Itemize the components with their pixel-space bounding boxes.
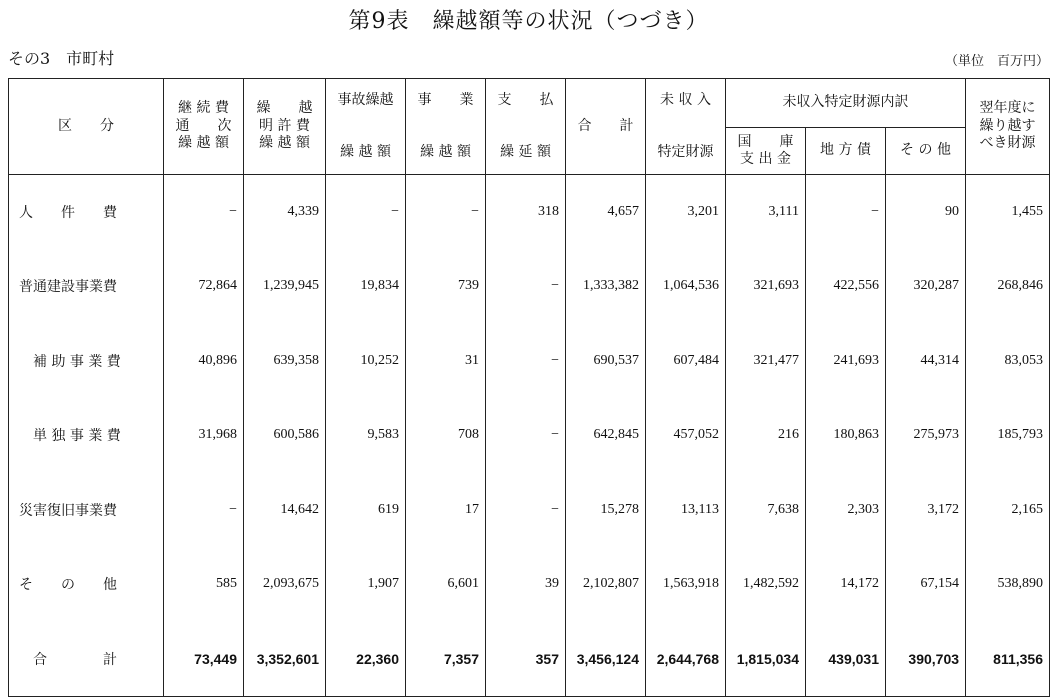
table-cell: 690,537 xyxy=(566,324,646,399)
table-cell: 22,360 xyxy=(326,622,406,697)
header-uchiwake: 未収入特定財源内訳 xyxy=(726,79,966,128)
table-cell: 811,356 xyxy=(966,622,1050,697)
table-cell: − xyxy=(406,175,486,250)
table-cell: 4,339 xyxy=(244,175,326,250)
table-cell: 642,845 xyxy=(566,398,646,473)
table-cell: − xyxy=(164,473,244,548)
table-cell: − xyxy=(164,175,244,250)
table-cell: 3,111 xyxy=(726,175,806,250)
table-cell: 1,333,382 xyxy=(566,249,646,324)
table-cell: 83,053 xyxy=(966,324,1050,399)
table-cell: 619 xyxy=(326,473,406,548)
table-cell: 73,449 xyxy=(164,622,244,697)
table-cell: 600,586 xyxy=(244,398,326,473)
table-cell: 739 xyxy=(406,249,486,324)
table-cell: 1,482,592 xyxy=(726,547,806,622)
table-cell: 275,973 xyxy=(886,398,966,473)
table-cell: 1,455 xyxy=(966,175,1050,250)
table-cell: 1,815,034 xyxy=(726,622,806,697)
table-cell: 180,863 xyxy=(806,398,886,473)
table-cell: 422,556 xyxy=(806,249,886,324)
table-cell: 185,793 xyxy=(966,398,1050,473)
table-cell: 31 xyxy=(406,324,486,399)
table-cell: 40,896 xyxy=(164,324,244,399)
row-label: 補 助 事 業 費 xyxy=(9,324,164,399)
header-chihosai: 地 方 債 xyxy=(806,128,886,175)
unit-label: （単位 百万円） xyxy=(944,54,1049,69)
table-row xyxy=(9,622,1050,697)
table-cell: 6,601 xyxy=(406,547,486,622)
header-jigyo: 事 業 繰 越 額 xyxy=(406,79,486,175)
table-cell: 14,642 xyxy=(244,473,326,548)
table-cell: 1,907 xyxy=(326,547,406,622)
table-cell: 3,201 xyxy=(646,175,726,250)
header-keizoku: 継 続 費 通 次 繰 越 額 xyxy=(164,79,244,175)
table-row xyxy=(9,547,1050,622)
header-jiko: 事故繰越 繰 越 額 xyxy=(326,79,406,175)
table-cell: 17 xyxy=(406,473,486,548)
table-cell: 44,314 xyxy=(886,324,966,399)
table-cell: 321,693 xyxy=(726,249,806,324)
table-cell: − xyxy=(326,175,406,250)
header-yokunendo: 翌年度に 繰り越す べき財源 xyxy=(966,79,1050,175)
table-cell: 639,358 xyxy=(244,324,326,399)
table-cell: − xyxy=(486,324,566,399)
page-title: 第9表 繰越額等の状況（つづき） xyxy=(348,9,709,34)
header-mishu: 未 収 入 特定財源 xyxy=(646,79,726,175)
section-subtitle: その3 市町村 xyxy=(8,49,115,68)
table-row xyxy=(9,249,1050,324)
table-cell: 39 xyxy=(486,547,566,622)
table-row xyxy=(9,324,1050,399)
table-cell: 241,693 xyxy=(806,324,886,399)
table-cell: − xyxy=(486,249,566,324)
table-cell: 3,172 xyxy=(886,473,966,548)
table-cell: 321,477 xyxy=(726,324,806,399)
table-cell: 357 xyxy=(486,622,566,697)
table-cell: 7,357 xyxy=(406,622,486,697)
row-label: 災害復旧事業費 xyxy=(9,473,164,548)
table-cell: 708 xyxy=(406,398,486,473)
table-cell: 9,583 xyxy=(326,398,406,473)
row-label: そ の 他 xyxy=(9,547,164,622)
table-cell: 90 xyxy=(886,175,966,250)
table-cell: 2,303 xyxy=(806,473,886,548)
table-cell: − xyxy=(486,473,566,548)
table-cell: 1,239,945 xyxy=(244,249,326,324)
table-row xyxy=(9,175,1050,250)
table-cell: 439,031 xyxy=(806,622,886,697)
header-shiharai: 支 払 繰 延 額 xyxy=(486,79,566,175)
table-cell: 72,864 xyxy=(164,249,244,324)
table-cell: 3,456,124 xyxy=(566,622,646,697)
table-cell: 3,352,601 xyxy=(244,622,326,697)
row-label: 単 独 事 業 費 xyxy=(9,398,164,473)
table-cell: 4,657 xyxy=(566,175,646,250)
table-cell: 538,890 xyxy=(966,547,1050,622)
row-label: 普通建設事業費 xyxy=(9,249,164,324)
table-cell: 390,703 xyxy=(886,622,966,697)
table-cell: 1,064,536 xyxy=(646,249,726,324)
table-cell: 7,638 xyxy=(726,473,806,548)
table-cell: 607,484 xyxy=(646,324,726,399)
table-cell: 14,172 xyxy=(806,547,886,622)
table-cell: 2,102,807 xyxy=(566,547,646,622)
table-cell: − xyxy=(806,175,886,250)
table-cell: 320,287 xyxy=(886,249,966,324)
table-cell: 585 xyxy=(164,547,244,622)
row-label: 人 件 費 xyxy=(9,175,164,250)
table-cell: 457,052 xyxy=(646,398,726,473)
table-cell: 13,113 xyxy=(646,473,726,548)
table-cell: 2,093,675 xyxy=(244,547,326,622)
row-label: 合 計 xyxy=(9,622,164,697)
header-gokei: 合 計 xyxy=(566,79,646,175)
table-cell: 216 xyxy=(726,398,806,473)
header-sonota: そ の 他 xyxy=(886,128,966,175)
table-cell: 31,968 xyxy=(164,398,244,473)
table-cell: 67,154 xyxy=(886,547,966,622)
table-cell: 1,563,918 xyxy=(646,547,726,622)
table-cell: 10,252 xyxy=(326,324,406,399)
table-cell: 268,846 xyxy=(966,249,1050,324)
header-kubun: 区 分 xyxy=(9,79,164,175)
table-cell: 318 xyxy=(486,175,566,250)
table-cell: 2,644,768 xyxy=(646,622,726,697)
header-kokko: 国 庫 支 出 金 xyxy=(726,128,806,175)
table-cell: 2,165 xyxy=(966,473,1050,548)
table-row xyxy=(9,398,1050,473)
table-cell: 19,834 xyxy=(326,249,406,324)
table-row xyxy=(9,473,1050,548)
table-cell: 15,278 xyxy=(566,473,646,548)
carryover-table xyxy=(8,78,1050,697)
header-meikyo: 繰 越 明 許 費 繰 越 額 xyxy=(244,79,326,175)
table-cell: − xyxy=(486,398,566,473)
